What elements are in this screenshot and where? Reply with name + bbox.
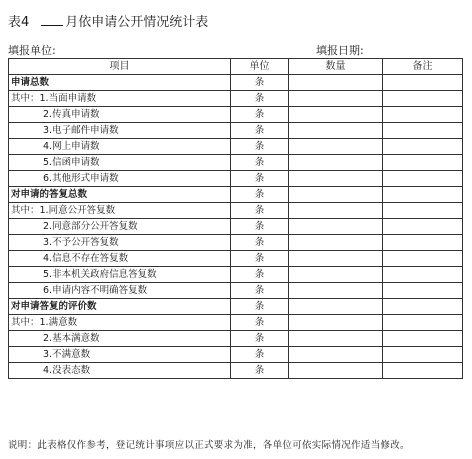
- table-row: [9, 107, 463, 123]
- quantity-cell[interactable]: [289, 299, 383, 315]
- filler-label: 填报单位:: [8, 44, 56, 57]
- unit-cell: 条: [231, 171, 289, 187]
- note-cell[interactable]: [383, 171, 463, 187]
- unit-cell: 条: [231, 123, 289, 139]
- item-cell: 3.电子邮件申请数: [9, 123, 231, 139]
- unit-cell: 条: [231, 219, 289, 235]
- note-cell[interactable]: [383, 251, 463, 267]
- note-cell[interactable]: [383, 235, 463, 251]
- quantity-cell[interactable]: [289, 219, 383, 235]
- unit-cell: 条: [231, 139, 289, 155]
- note-cell[interactable]: [383, 123, 463, 139]
- unit-cell: 条: [231, 75, 289, 91]
- quantity-cell[interactable]: [289, 171, 383, 187]
- note-cell[interactable]: [383, 155, 463, 171]
- note-cell[interactable]: [383, 75, 463, 91]
- quantity-cell[interactable]: [289, 347, 383, 363]
- unit-cell: 条: [231, 363, 289, 379]
- note-cell[interactable]: [383, 347, 463, 363]
- item-cell: 5.非本机关政府信息答复数: [9, 267, 231, 283]
- item-cell: 其中：1.满意数: [9, 315, 231, 331]
- note-cell[interactable]: [383, 331, 463, 347]
- item-cell: 对申请答复的评价数: [9, 299, 231, 315]
- table-row: [9, 363, 463, 379]
- table-row: [9, 187, 463, 203]
- unit-cell: 条: [231, 155, 289, 171]
- quantity-cell[interactable]: [289, 187, 383, 203]
- note-cell[interactable]: [383, 315, 463, 331]
- table-row: [9, 139, 463, 155]
- quantity-cell[interactable]: [289, 123, 383, 139]
- item-cell: 4.没表态数: [9, 363, 231, 379]
- item-cell: 5.信函申请数: [9, 155, 231, 171]
- table-row: [9, 123, 463, 139]
- quantity-cell[interactable]: [289, 139, 383, 155]
- month-blank: [41, 13, 63, 26]
- unit-cell: 条: [231, 91, 289, 107]
- unit-cell: 条: [231, 203, 289, 219]
- item-cell: 3.不予公开答复数: [9, 235, 231, 251]
- note-cell[interactable]: [383, 91, 463, 107]
- unit-cell: 条: [231, 347, 289, 363]
- table-row: [9, 299, 463, 315]
- quantity-cell[interactable]: [289, 331, 383, 347]
- note-cell[interactable]: [383, 299, 463, 315]
- note-cell[interactable]: [383, 203, 463, 219]
- item-cell: 6.申请内容不明确答复数: [9, 283, 231, 299]
- table-title: [8, 11, 208, 30]
- note-cell[interactable]: [383, 283, 463, 299]
- unit-cell: 条: [231, 267, 289, 283]
- header-quantity: 数量: [289, 59, 383, 75]
- note-cell[interactable]: [383, 107, 463, 123]
- table-row: [9, 251, 463, 267]
- note-cell[interactable]: [383, 219, 463, 235]
- unit-cell: 条: [231, 331, 289, 347]
- item-cell: 申请总数: [9, 75, 231, 91]
- unit-cell: 条: [231, 187, 289, 203]
- quantity-cell[interactable]: [289, 75, 383, 91]
- unit-cell: 条: [231, 283, 289, 299]
- quantity-cell[interactable]: [289, 107, 383, 123]
- note-cell[interactable]: [383, 267, 463, 283]
- header-unit: 单位: [231, 59, 289, 75]
- table-row: [9, 331, 463, 347]
- table-row: [9, 91, 463, 107]
- item-cell: 2.传真申请数: [9, 107, 231, 123]
- statistics-table: [8, 58, 463, 379]
- item-cell: 2.基本满意数: [9, 331, 231, 347]
- note-cell[interactable]: [383, 139, 463, 155]
- header-note: 备注: [383, 59, 463, 75]
- quantity-cell[interactable]: [289, 363, 383, 379]
- item-cell: 2.同意部分公开答复数: [9, 219, 231, 235]
- quantity-cell[interactable]: [289, 315, 383, 331]
- table-row: [9, 315, 463, 331]
- quantity-cell[interactable]: [289, 203, 383, 219]
- unit-cell: 条: [231, 299, 289, 315]
- date-label: 填报日期:: [316, 44, 364, 57]
- unit-cell: 条: [231, 315, 289, 331]
- table-number: 表4: [8, 15, 30, 30]
- table-row: [9, 75, 463, 91]
- item-cell: 3.不满意数: [9, 347, 231, 363]
- header-item: 项目: [9, 59, 231, 75]
- note-cell[interactable]: [383, 363, 463, 379]
- quantity-cell[interactable]: [289, 251, 383, 267]
- unit-cell: 条: [231, 251, 289, 267]
- quantity-cell[interactable]: [289, 155, 383, 171]
- item-cell: 其中：1.当面申请数: [9, 91, 231, 107]
- quantity-cell[interactable]: [289, 267, 383, 283]
- table-row: [9, 219, 463, 235]
- note-cell[interactable]: [383, 187, 463, 203]
- table-row: [9, 283, 463, 299]
- quantity-cell[interactable]: [289, 91, 383, 107]
- item-cell: 4.信息不存在答复数: [9, 251, 231, 267]
- table-row: [9, 203, 463, 219]
- unit-cell: 条: [231, 107, 289, 123]
- table-row: [9, 171, 463, 187]
- table-row: [9, 235, 463, 251]
- footnote: 说明：此表格仅作参考，登记统计事项应以正式要求为准，各单位可依实际情况作适当修改。: [8, 440, 410, 451]
- table-row: [9, 155, 463, 171]
- title-text: 月依申请公开情况统计表: [65, 15, 209, 30]
- header-row: [9, 59, 463, 75]
- table-row: [9, 267, 463, 283]
- item-cell: 对申请的答复总数: [9, 187, 231, 203]
- unit-cell: 条: [231, 235, 289, 251]
- item-cell: 6.其他形式申请数: [9, 171, 231, 187]
- table-row: [9, 347, 463, 363]
- item-cell: 其中：1.同意公开答复数: [9, 203, 231, 219]
- quantity-cell[interactable]: [289, 235, 383, 251]
- quantity-cell[interactable]: [289, 283, 383, 299]
- item-cell: 4.网上申请数: [9, 139, 231, 155]
